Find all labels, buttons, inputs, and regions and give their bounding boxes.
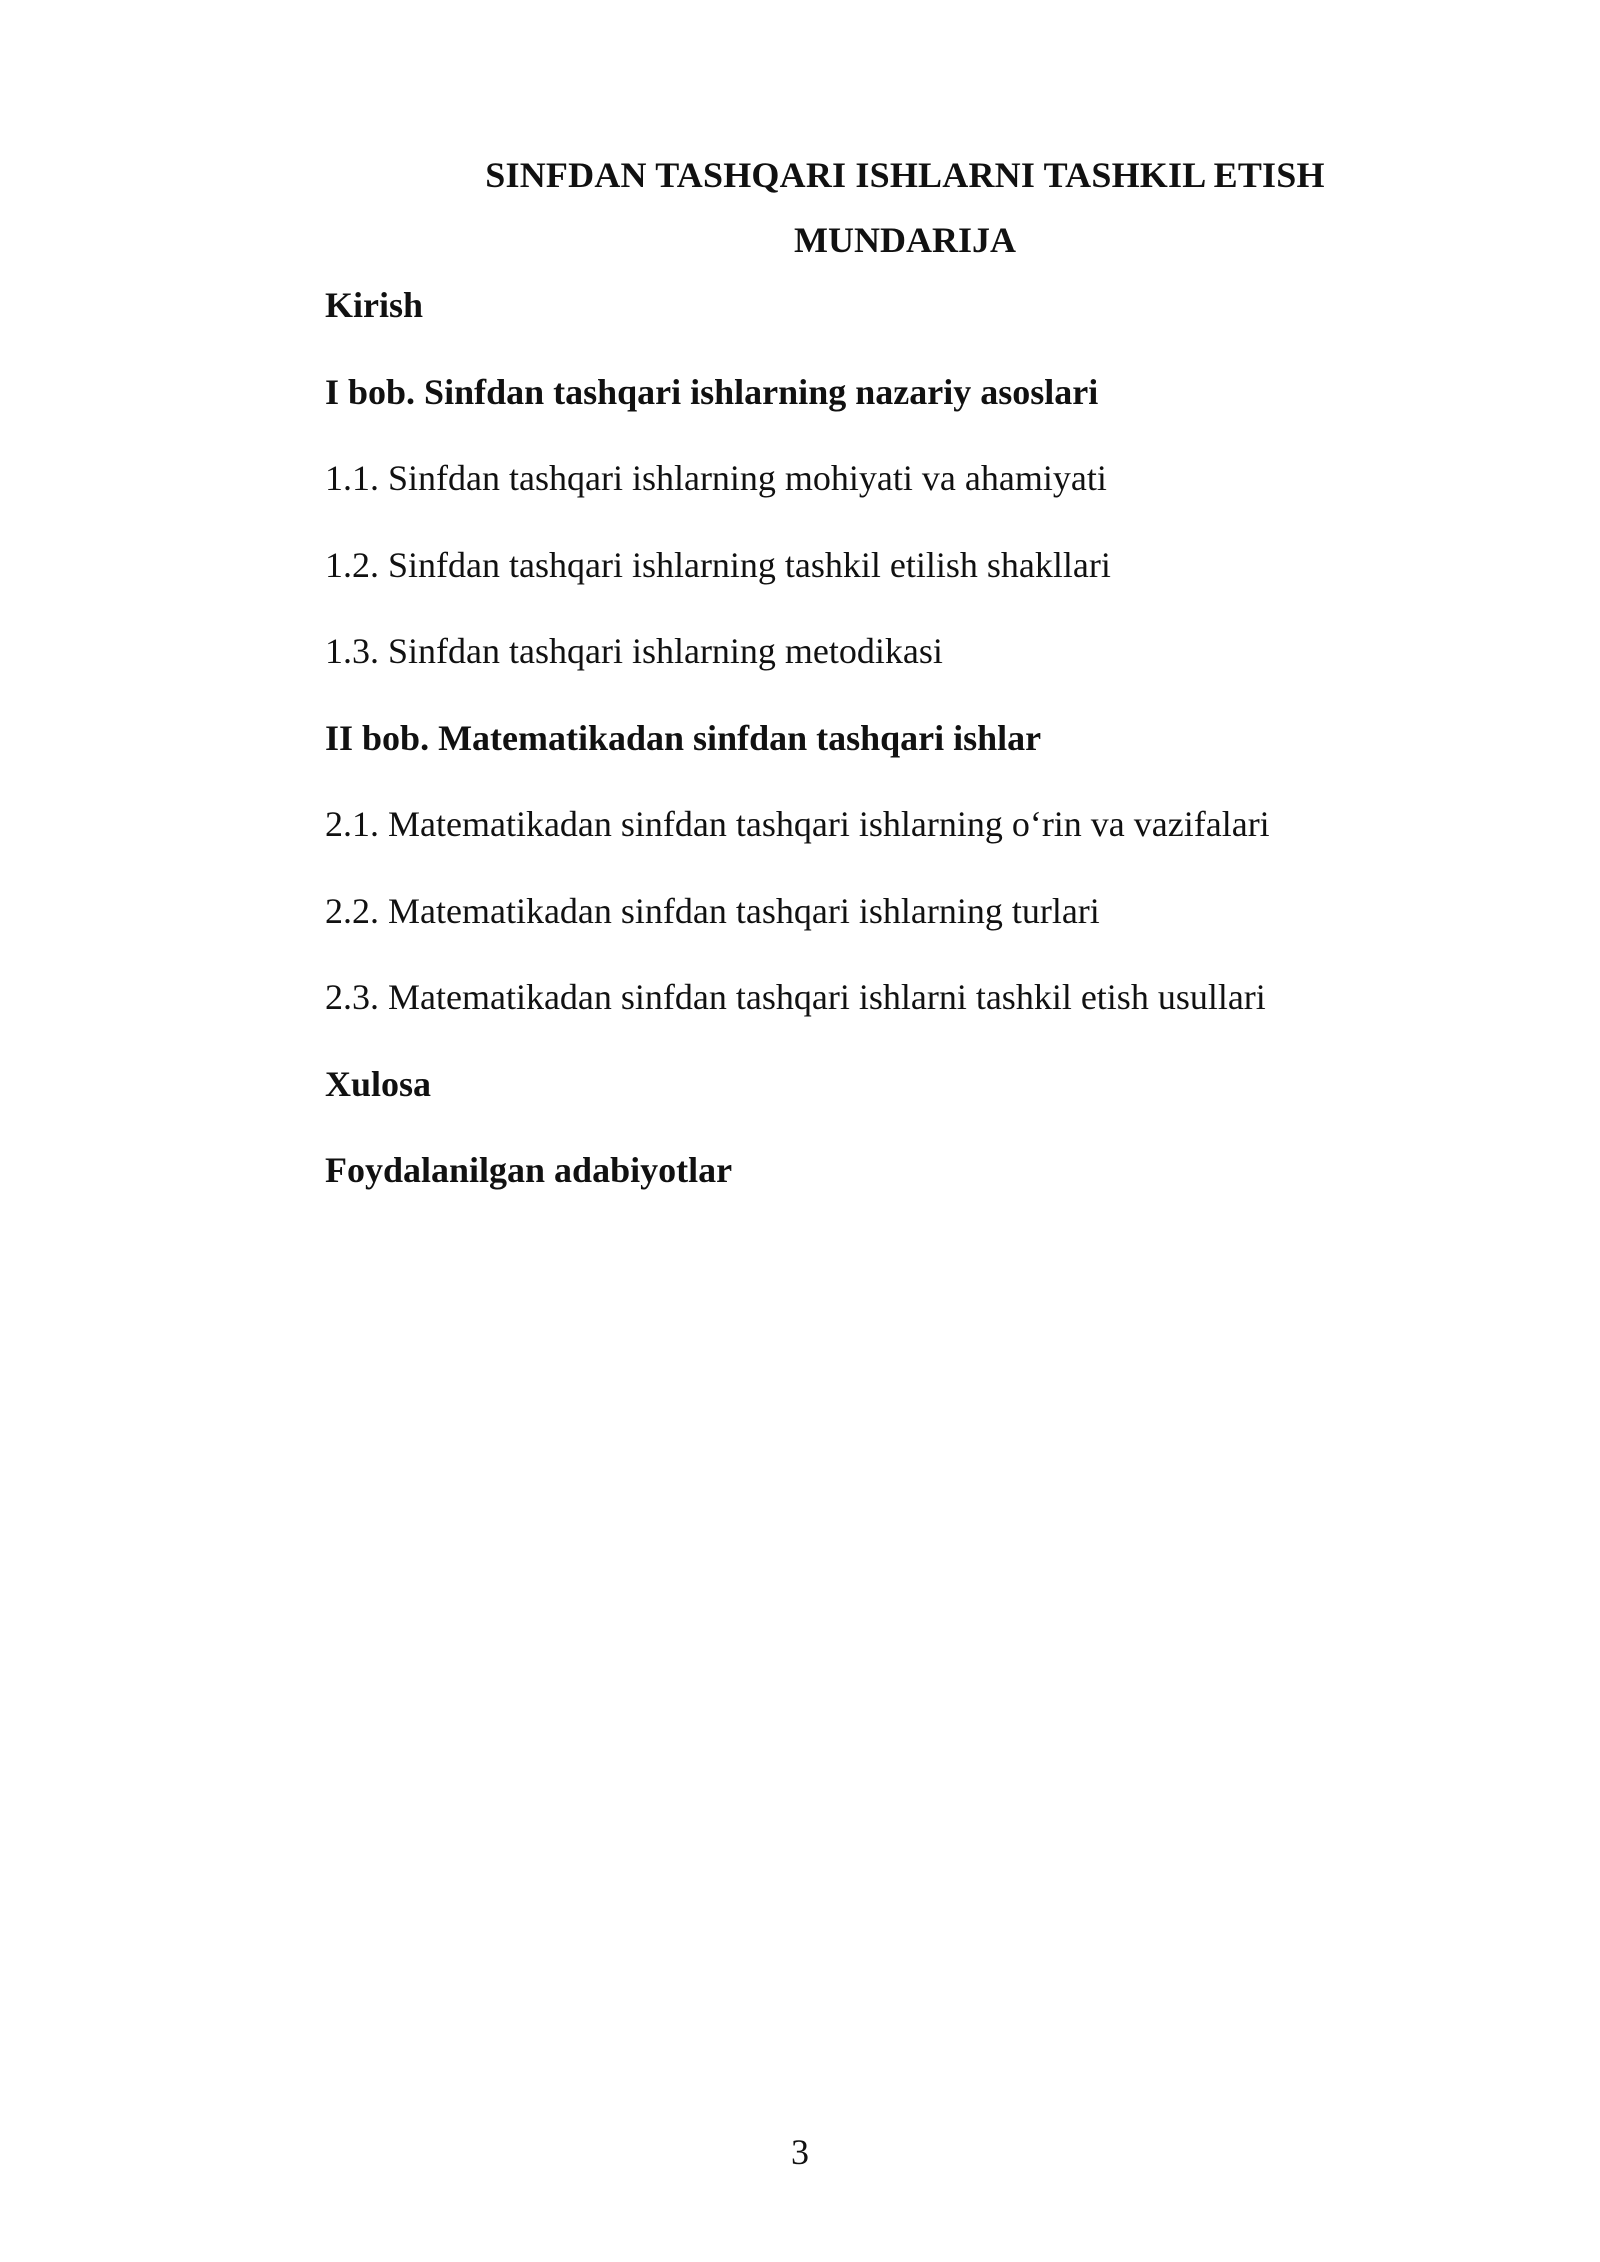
document-title: SINFDAN TASHQARI ISHLARNI TASHKIL ETISH (485, 155, 1325, 195)
toc-entry-section-2-2: 2.2. Matematikadan sinfdan tashqari ishlarning turlari (325, 890, 1100, 931)
toc-entry-section-1-1: 1.1. Sinfdan tashqari ishlarning mohiyati va ahamiyati (325, 458, 1107, 498)
toc-entry-chapter-1: I bob. Sinfdan tashqari ishlarning nazariy asoslari (325, 371, 1099, 412)
toc-heading: MUNDARIJA (794, 220, 1016, 260)
toc-entry-bibliography: Foydalanilgan adabiyotlar (325, 1150, 733, 1190)
toc-entry-chapter-2: II bob. Matematikadan sinfdan tashqari ishlar (325, 717, 1042, 758)
table-of-contents (325, 280, 1475, 1232)
toc-entry-section-1-3: 1.3. Sinfdan tashqari ishlarning metodikasi (325, 631, 943, 671)
page-number: 3 (791, 2132, 809, 2172)
toc-entry-section-2-1: 2.1. Matematikadan sinfdan tashqari ishlarning o‘rin va vazifalari (325, 804, 1270, 844)
toc-entry-section-1-2: 1.2. Sinfdan tashqari ishlarning tashkil etilish shakllari (325, 544, 1111, 585)
toc-entry-section-2-3: 2.3. Matematikadan sinfdan tashqari ishlarni tashkil etish usullari (325, 977, 1266, 1017)
toc-entry-kirish: Kirish (325, 285, 424, 325)
toc-entry-xulosa: Xulosa (325, 1063, 432, 1104)
